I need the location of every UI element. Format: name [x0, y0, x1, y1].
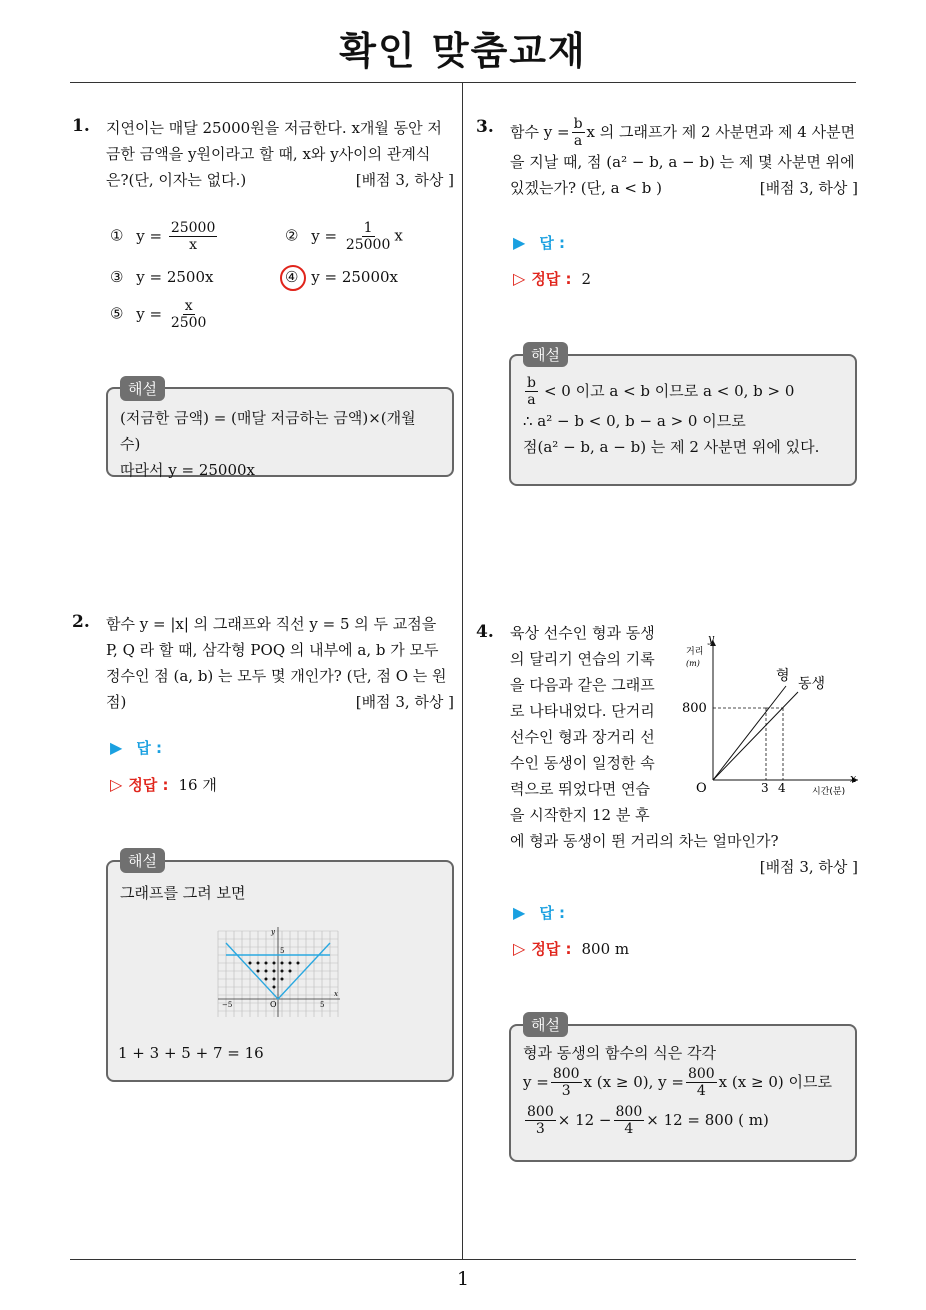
- frac-num: b: [527, 374, 536, 391]
- answer-label: 답 :: [539, 234, 566, 252]
- frac-den: 3: [535, 1120, 545, 1137]
- outline-play-icon: ▷: [513, 269, 526, 288]
- series-label-hyung: 형: [776, 668, 790, 684]
- graph-x-pos: 5: [320, 1001, 325, 1009]
- frac-num: 800: [615, 1103, 643, 1120]
- q3-line2: 을 지날 때, 점 (a² − b, a − b) 는 제 몇 사분면 위에: [510, 153, 855, 171]
- graph-x-axis-label: x: [850, 772, 857, 785]
- frac-num: 800: [552, 1065, 580, 1082]
- q4-text-tail: [510, 828, 858, 880]
- q2-number: 2.: [72, 612, 90, 632]
- q3-explanation-box: [509, 354, 857, 486]
- q4-line7: 력으로 뛰었다면 연습: [510, 780, 650, 798]
- q3-explain-line2: ∴ a² − b < 0, b − a > 0 이므로: [523, 412, 746, 430]
- q1-explain-line2: 따라서 y = 25000x: [120, 461, 255, 479]
- q4-explanation-tag: 해설: [523, 1012, 568, 1037]
- option-mark: ①: [110, 226, 124, 245]
- q4-line8: 을 시작한지 12 분 후: [510, 806, 650, 824]
- q4-correct-row: [513, 938, 629, 959]
- q3-explain-line1: [523, 374, 843, 408]
- correct-value: 2: [581, 270, 592, 288]
- q3-line3: 있겠는가? (단, a < b ): [510, 179, 662, 197]
- q4-last-line: 에 형과 동생이 뛴 거리의 차는 얼마인가?: [510, 832, 779, 850]
- q1-line3: 은?(단, 이자는 없다.): [106, 171, 247, 189]
- option-mark: ④: [285, 268, 299, 286]
- q3-pre: 함수 y =: [510, 123, 570, 141]
- explain-text: × 12 −: [557, 1111, 612, 1129]
- q4-answer-row[interactable]: [513, 902, 565, 923]
- frac-num: 25000: [170, 220, 216, 236]
- q3-explain-line3: 점(a² − b, a − b) 는 제 2 사분면 위에 있다.: [523, 438, 820, 456]
- frac-den: x: [189, 237, 198, 253]
- graph-y-label: y: [271, 928, 275, 936]
- option-lhs: y =: [136, 226, 163, 245]
- graph-origin: O: [270, 1000, 277, 1009]
- frac-den: a: [573, 132, 583, 149]
- q4-explain-line3: [523, 1100, 843, 1140]
- frac-den: 4: [624, 1120, 634, 1137]
- footer-rule: [70, 1259, 856, 1260]
- q4-explanation-box: [509, 1024, 857, 1162]
- correct-label: 정답 :: [531, 270, 572, 288]
- q1-line2: 금한 금액을 y원이라고 할 때, x와 y사이의 관계식: [106, 145, 431, 163]
- q1-meta: [배점 3, 하상 ]: [355, 171, 454, 189]
- frac-den: 4: [696, 1082, 706, 1099]
- outline-play-icon: ▷: [513, 939, 526, 958]
- q1-number: 1.: [72, 116, 90, 136]
- graph-y-title: 거리: [686, 647, 704, 657]
- q3-answer-row[interactable]: [513, 232, 565, 253]
- q1-option-4[interactable]: [285, 268, 398, 286]
- option-lhs: y =: [311, 226, 338, 245]
- frac-den: 25000: [345, 237, 391, 253]
- series-label-dongsaeng: 동생: [798, 676, 826, 692]
- q1-text: [106, 115, 454, 193]
- graph-x-neg: −5: [222, 1001, 233, 1009]
- q4-line2: 의 달리기 연습의 기록: [510, 650, 655, 668]
- q3-text: [510, 115, 858, 201]
- explain-text: × 12 = 800 ( m): [646, 1111, 769, 1129]
- explain-text: y =: [523, 1073, 549, 1091]
- q4-line5: 선수인 형과 장거리 선: [510, 728, 655, 746]
- q3-correct-row: [513, 268, 591, 289]
- q4-meta: [배점 3, 하상 ]: [759, 858, 858, 876]
- q1-option-3[interactable]: [110, 268, 213, 286]
- q2-line4: 점): [106, 693, 127, 711]
- page-number: 1: [456, 1268, 470, 1290]
- q3-meta: [배점 3, 하상 ]: [759, 179, 858, 197]
- correct-value: 800 m: [581, 940, 630, 958]
- option-text: y = 25000x: [311, 268, 398, 286]
- q2-explain-line2: 1 + 3 + 5 + 7 = 16: [118, 1044, 264, 1062]
- graph-y-tick: 5: [280, 947, 285, 955]
- line-hyung: [713, 686, 786, 780]
- q2-correct-row: [110, 774, 217, 795]
- graph-x-tick-3: 3: [761, 781, 769, 795]
- option-mark: ⑤: [110, 304, 124, 323]
- q1-line1: 지연이는 매달 25000원을 저금한다. x개월 동안 저: [106, 119, 442, 137]
- q4-line4: 로 나타내었다. 단거리: [510, 702, 655, 720]
- q2-line2: P, Q 라 할 때, 삼각형 POQ 의 내부에 a, b 가 모두: [106, 641, 439, 659]
- q3-explanation-tag: 해설: [523, 342, 568, 367]
- correct-label: 정답 :: [531, 940, 572, 958]
- q1-option-1[interactable]: [110, 220, 219, 253]
- q4-number: 4.: [476, 622, 494, 642]
- graph-x-label: x: [334, 990, 338, 998]
- answer-label: 답 :: [136, 739, 163, 757]
- q2-meta: [배점 3, 하상 ]: [355, 693, 454, 711]
- play-icon: ▶: [513, 903, 526, 922]
- graph-y-tick: 800: [682, 701, 707, 716]
- frac-num: b: [573, 115, 583, 132]
- graph-y-unit: (m): [686, 659, 700, 668]
- q1-option-2[interactable]: [285, 220, 403, 253]
- explain-text: x (x ≥ 0), y =: [583, 1073, 684, 1091]
- graph-y-axis-label: y: [708, 632, 715, 645]
- frac-num: 1: [363, 220, 373, 236]
- play-icon: ▶: [513, 233, 526, 252]
- q1-explain-line1: (저금한 금액) = (매달 저금하는 금액)×(개월 수): [120, 409, 416, 453]
- q4-line1: 육상 선수인 형과 동생: [510, 624, 655, 642]
- frac-den: 2500: [170, 315, 207, 331]
- play-icon: ▶: [110, 738, 123, 757]
- option-mark: ②: [285, 226, 299, 245]
- page-title: 확인 맞춤교재: [339, 29, 587, 73]
- frac-num: 800: [527, 1103, 554, 1120]
- explain-text: < 0 이고 a < b 이므로 a < 0, b > 0: [543, 382, 795, 400]
- q2-explain-line1: 그래프를 그려 보면: [120, 884, 246, 902]
- option-lhs: y =: [136, 304, 163, 323]
- q1-option-5[interactable]: [110, 298, 210, 331]
- q1-explanation-tag: 해설: [120, 376, 165, 401]
- q2-text: [106, 611, 454, 715]
- frac-num: 800: [687, 1065, 715, 1082]
- frac-num: x: [184, 298, 193, 314]
- q2-answer-row[interactable]: [110, 737, 162, 758]
- q4-explain-line2: [523, 1064, 843, 1100]
- line-dongsaeng: [713, 692, 798, 780]
- graph-x-tick-4: 4: [778, 781, 786, 795]
- q4-explain-line1: 형과 동생의 함수의 식은 각각: [523, 1044, 716, 1062]
- graph-x-title: 시간(분): [812, 787, 846, 797]
- option-text: y = 2500x: [136, 268, 214, 286]
- q4-line6: 수인 동생이 일정한 속: [510, 754, 655, 772]
- q2-line3: 정수인 점 (a, b) 는 모두 몇 개인가? (단, 점 O 는 원: [106, 667, 447, 685]
- option-mark: ③: [110, 268, 124, 286]
- q3-number: 3.: [476, 117, 494, 137]
- graph-origin: O: [696, 781, 707, 796]
- explain-text: x (x ≥ 0) 이므로: [718, 1073, 832, 1091]
- outline-play-icon: ▷: [110, 775, 123, 794]
- frac-den: 3: [561, 1082, 571, 1099]
- q2-line1: 함수 y = |x| 의 그래프와 직선 y = 5 의 두 교점을: [106, 615, 437, 633]
- column-divider: [462, 83, 463, 1260]
- q4-text: [510, 620, 670, 828]
- q4-line3: 을 다음과 같은 그래프: [510, 676, 655, 694]
- q3-line1: [510, 115, 858, 149]
- q3-post: x 의 그래프가 제 2 사분면과 제 4 사분면: [586, 123, 856, 141]
- option-tail: x: [394, 226, 403, 245]
- frac-den: a: [527, 391, 536, 408]
- correct-label: 정답 :: [128, 776, 169, 794]
- q4-graph: [672, 628, 862, 800]
- correct-value: 16 개: [178, 776, 217, 794]
- answer-label: 답 :: [539, 904, 566, 922]
- header-rule: [70, 82, 856, 83]
- q2-explanation-tag: 해설: [120, 848, 165, 873]
- q2-graph: [216, 925, 342, 1019]
